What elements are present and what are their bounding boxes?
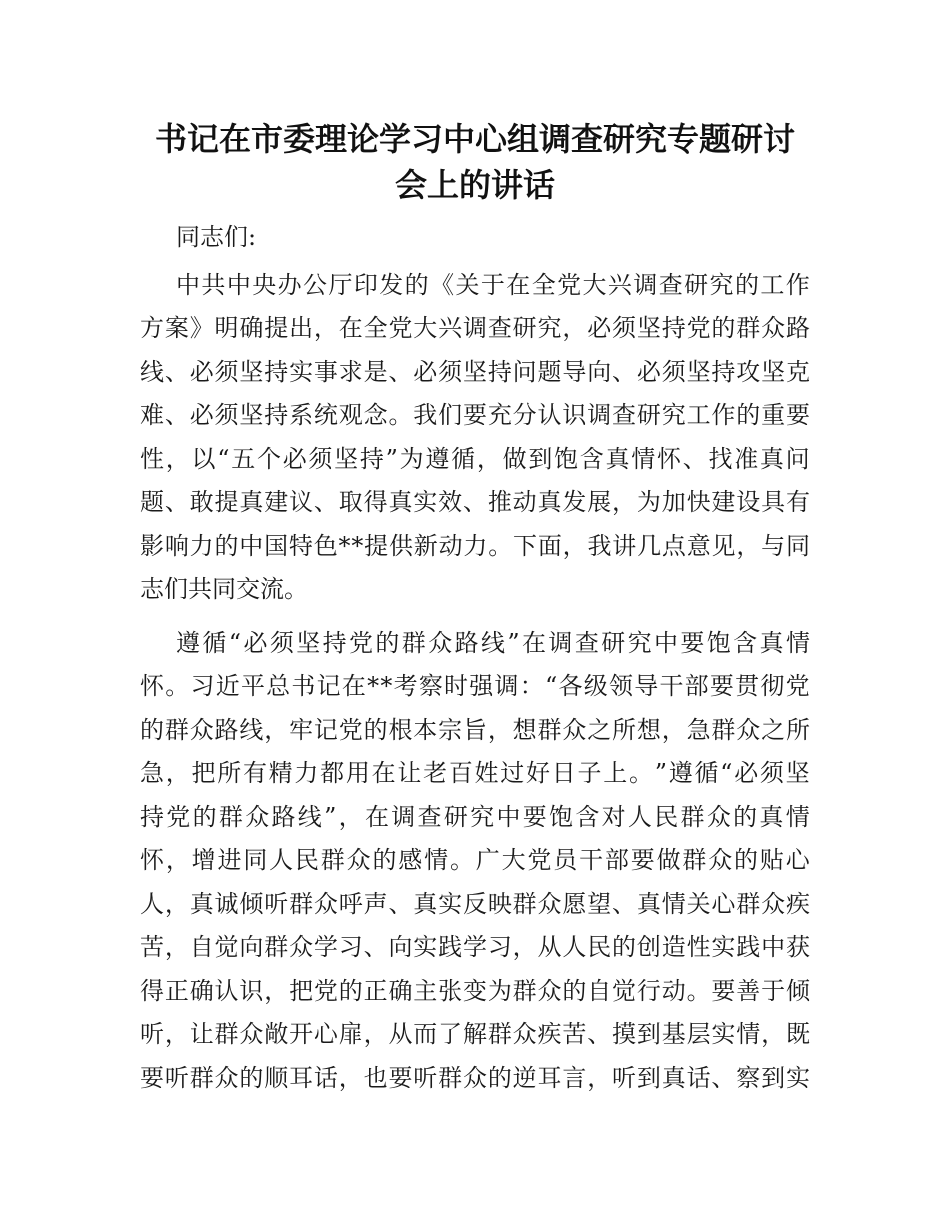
paragraph-1-line: 线 、 必 须 坚 持 实 事 求 是 、 必 须 坚 持 问 题 导 向 、 必 须 坚 持 攻 坚 克 [140, 358, 810, 386]
paragraph-2-line: 的 群 众 路 线 ， 牢 记 党 的 根 本 宗 旨 ， 想 群 众 之 所 想 ， 急 群 众 之 所 [140, 716, 810, 744]
paragraph-1-line: 性 ， 以 “ 五 个 必 须 坚 持 ” 为 遵 循 ， 做 到 饱 含 真 情 怀 、 找 准 真 问 [140, 445, 810, 473]
paragraph-2-line: 听 ， 让 群 众 敞 开 心 扉 ， 从 而 了 解 群 众 疾 苦 、 摸 到 基 层 实 情 ， 既 [140, 1020, 810, 1048]
paragraph-2-line: 怀 。 习 近 平 总 书 记 在 * * 考 察 时 强 调 ： “ 各 级 领 导 干 部 要 贯 彻 党 [140, 672, 810, 700]
document-title-line-1: 书记在市委理论学习中心组调查研究专题研讨 [154, 120, 795, 158]
paragraph-1-line: 志们共同交流。 [140, 575, 308, 603]
paragraph-1-line: 中 共 中 央 办 公 厅 印 发 的 《 关 于 在 全 党 大 兴 调 查 研 究 的 工 作 [176, 271, 810, 299]
paragraph-1-line: 影 响 力 的 中 国 特 色 * * 提 供 新 动 力 。 下 面 ， 我 讲 几 点 意 见 ， 与 同 [140, 532, 810, 560]
paragraph-1-line: 难 、 必 须 坚 持 系 统 观 念 。 我 们 要 充 分 认 识 调 查 研 究 工 作 的 重 要 [140, 401, 810, 429]
salutation: 同志们: [176, 223, 257, 251]
paragraph-1-line: 方 案 》 明 确 提 出 ， 在 全 党 大 兴 调 查 研 究 ， 必 须 坚 持 党 的 群 众 路 [140, 314, 810, 342]
paragraph-2-line: 持 党 的 群 众 路 线 ” ， 在 调 查 研 究 中 要 饱 含 对 人 民 群 众 的 真 情 [140, 803, 810, 831]
paragraph-2-line: 苦 ， 自 觉 向 群 众 学 习 、 向 实 践 学 习 ， 从 人 民 的 创 造 性 实 践 中 获 [140, 933, 810, 961]
paragraph-2-line: 遵 循 “ 必 须 坚 持 党 的 群 众 路 线 ” 在 调 查 研 究 中 要 饱 含 真 情 [176, 629, 810, 657]
paragraph-2-line: 要 听 群 众 的 顺 耳 话 ， 也 要 听 群 众 的 逆 耳 言 ， 听 到 真 话 、 察 到 实 [140, 1064, 810, 1092]
paragraph-2-line: 得 正 确 认 识 ， 把 党 的 正 确 主 张 变 为 群 众 的 自 觉 行 动 。 要 善 于 倾 [140, 977, 810, 1005]
paragraph-2-line: 怀 ， 增 进 同 人 民 群 众 的 感 情 。 广 大 党 员 干 部 要 做 群 众 的 贴 心 [140, 846, 810, 874]
paragraph-2-line: 人 ， 真 诚 倾 听 群 众 呼 声 、 真 实 反 映 群 众 愿 望 、 真 情 关 心 群 众 疾 [140, 890, 810, 918]
paragraph-2-line: 急 ， 把 所 有 精 力 都 用 在 让 老 百 姓 过 好 日 子 上 。 ” 遵 循 “ 必 须 坚 [140, 759, 810, 787]
paragraph-1-line: 题 、 敢 提 真 建 议 、 取 得 真 实 效 、 推 动 真 发 展 ， 为 加 快 建 设 具 有 [140, 488, 810, 516]
document-title-line-2: 会上的讲话 [394, 166, 555, 204]
